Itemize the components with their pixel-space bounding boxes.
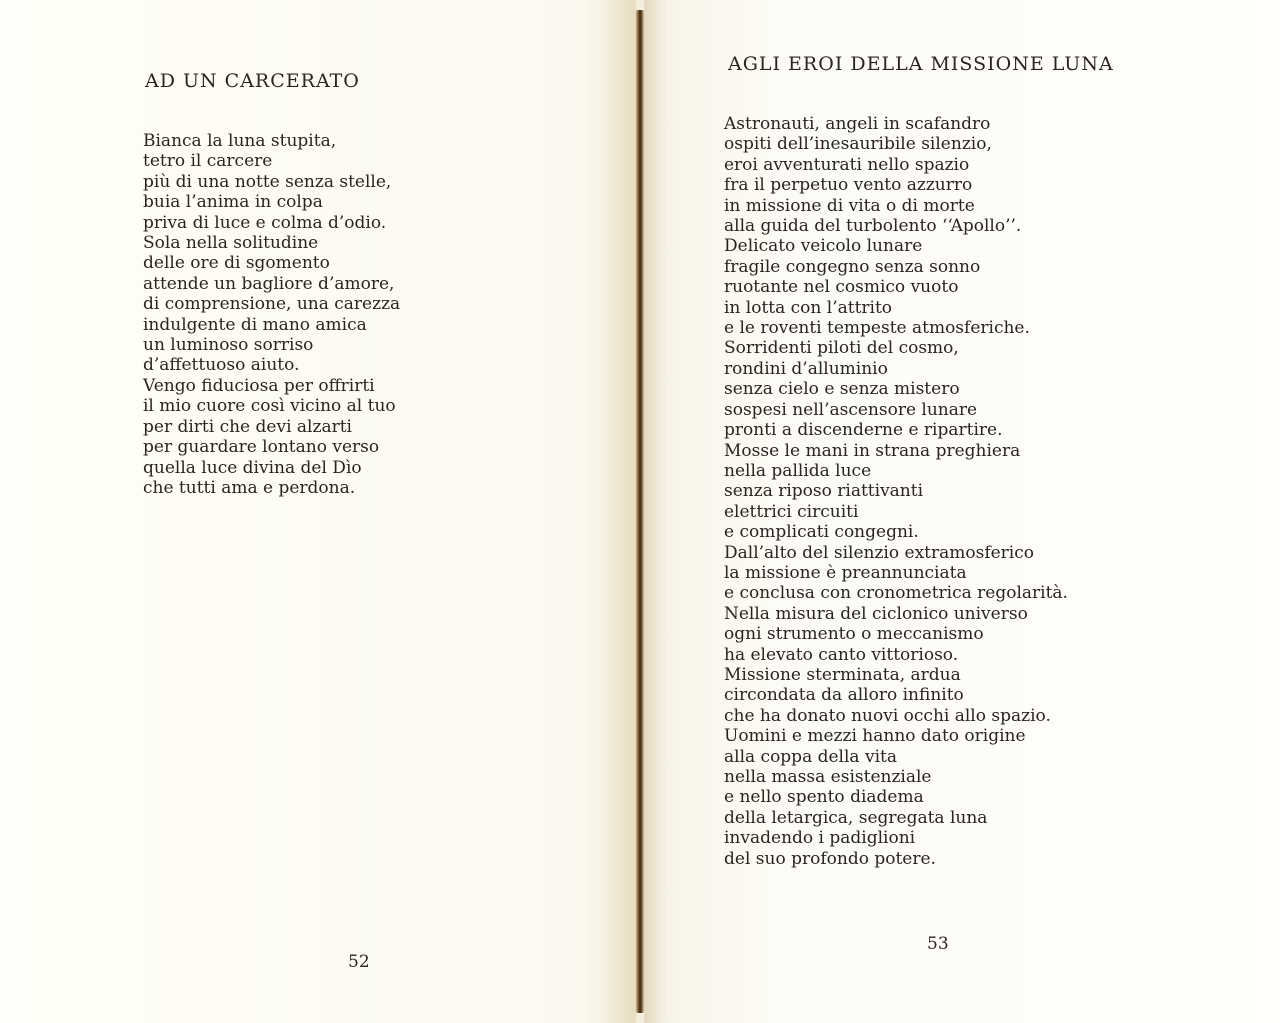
poem-line: Uomini e mezzi hanno dato origine <box>724 726 1026 747</box>
poem-line: di comprensione, una carezza <box>143 294 401 315</box>
poem-line: elettrici circuiti <box>724 501 859 522</box>
poem-title: AD UN CARCERATO <box>145 70 360 92</box>
poem-line: Astronauti, angeli in scafandro <box>724 114 991 134</box>
poem-line: indulgente di mano amica <box>143 314 367 335</box>
poem-line: ospiti dell’inesauribile silenzio, <box>724 134 992 155</box>
poem-line: e le roventi tempeste atmosferiche. <box>724 318 1030 339</box>
poem-line: Mosse le mani in strana preghiera <box>724 440 1021 461</box>
poem-line: del suo profondo potere. <box>724 848 936 869</box>
poem-line: e complicati congegni. <box>724 522 919 543</box>
poem-line: e nello spento diadema <box>724 787 924 808</box>
poem-line: e conclusa con cronometrica regolarità. <box>724 583 1068 604</box>
poem-line: eroi avventurati nello spazio <box>724 154 970 175</box>
poem-line: alla guida del turbolento ‘‘Apollo’’. <box>724 216 1022 237</box>
poem-line: più di una notte senza stelle, <box>143 171 392 192</box>
poem-line: che tutti ama e perdona. <box>143 477 356 498</box>
poem-line: circondata da alloro infinito <box>724 685 964 706</box>
poem-line: della letargica, segregata luna <box>724 807 988 828</box>
poem-body <box>143 131 400 498</box>
poem-line: che ha donato nuovi occhi allo spazio. <box>724 705 1051 726</box>
poem-line: Sorridenti piloti del cosmo, <box>724 338 959 359</box>
poem-line: attende un bagliore d’amore, <box>143 273 395 294</box>
poem-line: in lotta con l’attrito <box>724 297 893 318</box>
poem-line: d’affettuoso aiuto. <box>143 355 300 376</box>
poem-line: buia l’anima in colpa <box>143 192 323 213</box>
poem-line: per guardare lontano verso <box>143 437 380 458</box>
right-page <box>644 0 1280 1023</box>
poem-line: in missione di vita o di morte <box>724 195 975 216</box>
poem-line: rondini d’alluminio <box>724 358 888 379</box>
poem-line: Dall’alto del silenzio extramosferico <box>724 542 1035 563</box>
poem-line: Missione sterminata, ardua <box>724 664 961 685</box>
poem-line: un luminoso sorriso <box>143 335 314 356</box>
poem-body <box>724 114 1068 869</box>
spine-shadow <box>600 0 636 1023</box>
poem-line: Sola nella solitudine <box>143 233 319 254</box>
poem-title: AGLI EROI DELLA MISSIONE LUNA <box>728 53 1114 75</box>
poem-line: priva di luce e colma d’odio. <box>143 212 387 233</box>
poem-line: il mio cuore così vicino al tuo <box>143 396 396 417</box>
poem-line: ogni strumento o meccanismo <box>724 624 984 645</box>
poem-line: delle ore di sgomento <box>143 253 330 274</box>
page-number: 52 <box>348 952 370 972</box>
poem-line: ruotante nel cosmico vuoto <box>724 277 959 298</box>
poem-line: nella pallida luce <box>724 460 872 481</box>
poem-line: nella massa esistenziale <box>724 767 932 787</box>
poem-line: per dirti che devi alzarti <box>143 416 352 437</box>
poem-line: senza riposo riattivanti <box>724 481 924 502</box>
poem-line: Delicato veicolo lunare <box>724 236 923 257</box>
poem-line: invadendo i padiglioni <box>724 828 916 849</box>
poem-line: la missione è preannunciata <box>724 562 967 583</box>
poem-line: quella luce divina del Dìo <box>143 457 362 478</box>
poem-line: pronti a discenderne e ripartire. <box>724 420 1003 441</box>
poem-line: fragile congegno senza sonno <box>724 256 981 277</box>
poem-line: fra il perpetuo vento azzurro <box>724 175 973 196</box>
poem-line: ha elevato canto vittorioso. <box>724 644 959 665</box>
book-spine <box>636 10 644 1013</box>
poem-line: tetro il carcere <box>143 151 273 172</box>
poem-line: Nella misura del ciclonico universo <box>724 603 1028 624</box>
poem-line: Bianca la luna stupita, <box>143 131 337 151</box>
poem-line: senza cielo e senza mistero <box>724 379 960 400</box>
poem-line: Vengo fiduciosa per offrirti <box>143 375 375 396</box>
poem-line: sospesi nell’ascensore lunare <box>724 399 978 420</box>
page-number: 53 <box>927 934 949 954</box>
poem-line: alla coppa della vita <box>724 746 897 767</box>
left-page <box>0 0 636 1023</box>
